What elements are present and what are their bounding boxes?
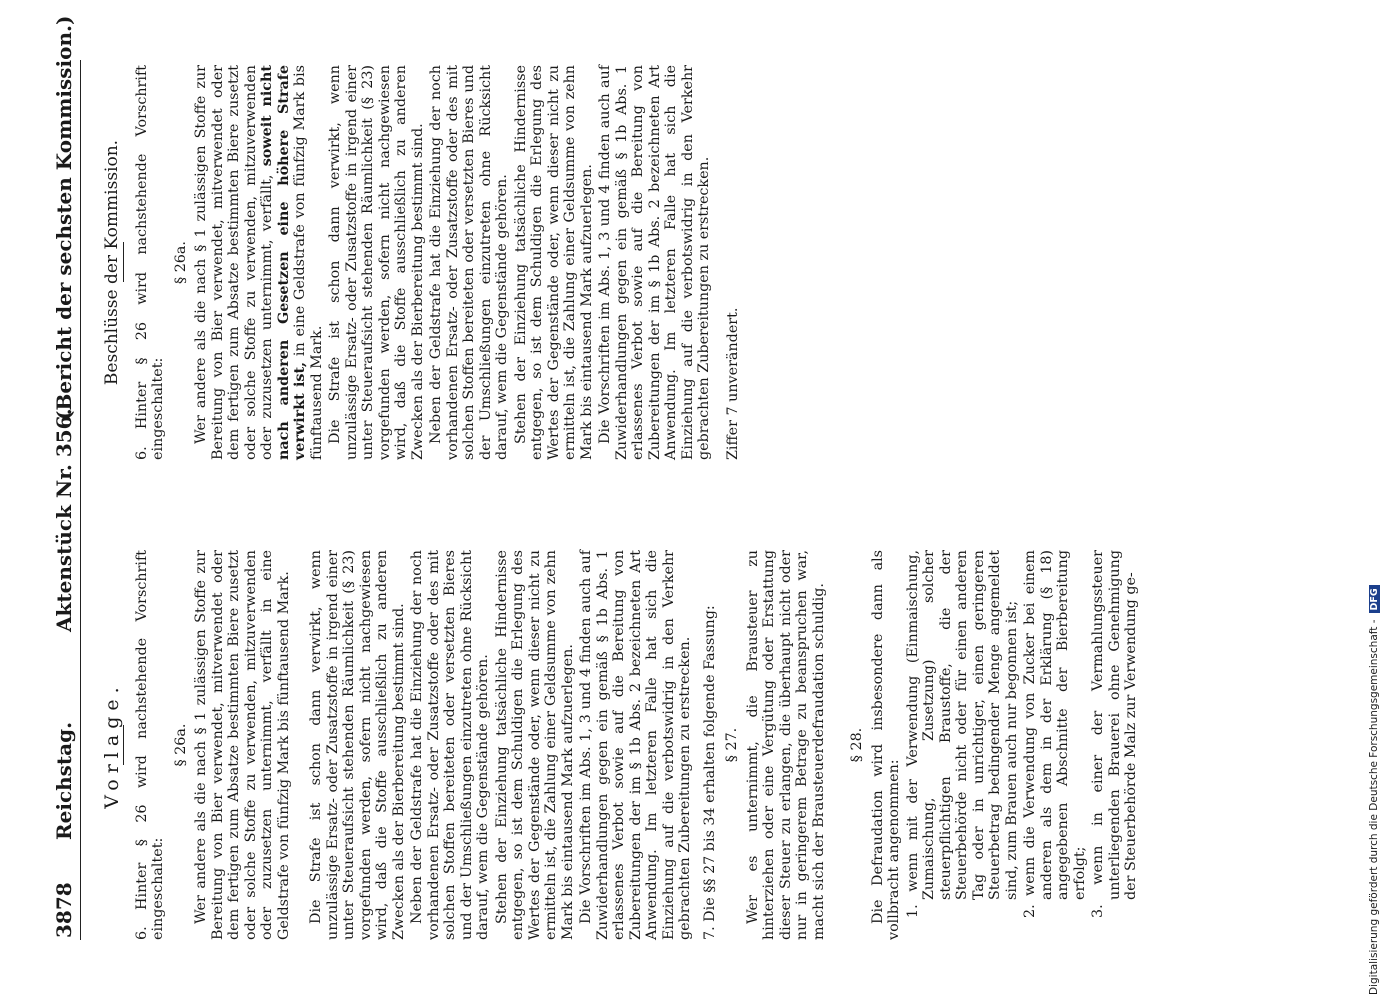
page-number: 3878 <box>52 882 76 938</box>
column-title: Beschlüsse der Kommission. <box>102 139 122 386</box>
paragraph: Die Vorschriften im Abs. 1, 3 und 4 finden auch auf Zuwiderhandlungen gegen ein gemäß § 1b Abs. 1 erlassenes Verbot sowie auf die Bereitung von Zubereitungen der im § 1b Abs. 2 bezeichneten Art Anwendung. Im letzteren Falle hat sich die Einziehung auf die verbotswidrig in den Verkehr gebrachten Zubereitungen zu erstrecken. <box>578 550 693 940</box>
section-28-heading: § 28. <box>849 727 865 763</box>
paragraph: Stehen der Einziehung tatsächliche Hindernisse entgegen, so ist dem Schuldigen die Erlegung des Wertes der Gegenstände oder, wenn dieser nicht zu ermitteln ist, die Zahlung einer Geldsumme von zehn Mark bis eintausend Mark aufzuerlegen. <box>493 550 576 940</box>
section-27-heading: § 27. <box>724 727 740 763</box>
digitization-credit <box>1368 5 1380 995</box>
paragraph: Wer andere als die nach § 1 zulässigen Stoffe zur Bereitung von Bier verwendet, mitverwendet oder dem fertigen zum Absatze bestimmten Biere zusetzt oder solche Stoffe zu verwenden, mitzuverwenden oder zuzusetzen unternimmt, verfällt in eine Geldstrafe von fünfzig Mark bis fünftausend Mark. <box>193 550 292 940</box>
header-rule <box>80 60 81 940</box>
paragraph: Die Strafe ist schon dann verwirkt, wenn unzulässige Ersatz- oder Zusatzstoffe in irgend einer unter Steueraufsicht stehenden Räumlichkeit (§ 23) vorgefunden werden, sofern nicht nachgewiesen wird, daß die Stoffe ausschließlich zu anderen Zwecken als der Bierbereitung bestimmt sind. <box>308 550 407 940</box>
dfg-logo: DFG <box>1369 585 1380 613</box>
paragraph: Neben der Geldstrafe hat die Einziehung der noch vorhandenen Ersatz- oder Zusatzstoffe oder des mit solchen Stoffen bereiteten oder versetzten Bieres und der Umschließungen einzutreten ohne Rücksicht darauf, wem die Gegenstände gehören. <box>428 65 510 460</box>
section-title: Reichstag. <box>52 721 76 840</box>
list-item: 1. wenn mit der Verwendung (Einmaischung, Zumaischung, Zusetzung) solcher steuerpflichtigen Braustoffe, die der Steuerbehörde nicht oder für einen anderen Tag oder in unrichtiger, einen geringeren Steuerbetrag bedingender Menge angemeldet sind, zum Brauen auch nur begonnen ist; <box>904 550 1020 918</box>
item-7-intro: 7. Die §§ 27 bis 34 erhalten folgende Fassung: <box>701 605 718 940</box>
paragraph: Neben der Geldstrafe hat die Einziehung der noch vorhandenen Ersatz- oder Zusatzstoffe oder des mit solchen Stoffen bereiteten oder versetzten Bieres und der Umschließungen einzutreten ohne Rücksicht darauf, wem die Gegenstände gehören. <box>409 550 491 940</box>
paragraph: Die Strafe ist schon dann verwirkt, wenn unzulässige Ersatz- oder Zusatzstoffe in irgend einer unter Steueraufsicht stehenden Räumlichkeit (§ 23) vorgefunden werden, sofern nicht nachgewiesen wird, daß die Stoffe ausschließlich zu anderen Zwecken als der Bierbereitung bestimmt sind. <box>327 65 426 460</box>
paragraph: Die Defraudation wird insbesondere dann als vollbracht angenommen: <box>869 550 902 940</box>
document-subtitle: (Bericht der sechsten Kommission.) <box>52 15 76 420</box>
credit-text: Digitalisierung gefördert durch die Deutsche Forschungsgemeinschaft - <box>1368 619 1380 995</box>
list-item: 2. wenn die Verwendung von Zucker bei einem anderen als dem in der Erklärung (§ 18) angegebenen Abschnitte der Bierbereitung erfolgt; <box>1022 550 1088 918</box>
paragraph-amended <box>193 65 325 460</box>
column-vorlage <box>100 550 1142 940</box>
paragraph-text: Wer andere als die nach § 1 zulässigen Stoffe zur Bereitung von Bier verwendet, mitverwendet oder dem fertigen zum Absatze bestimmten Biere zusetzt oder solche Stoffe zu verwenden, mitzuverwenden oder zuzusetzen unternimmt, verfällt, <box>193 65 275 460</box>
title-underline <box>123 243 124 283</box>
paragraph: Wer es unternimmt, die Brausteuer zu hinterziehen oder eine Vergütung oder Erstattung dieser Steuer zu erlangen, die überhaupt nicht oder nur in geringerem Betrage zu beanspruchen war, macht sich der Brausteuerdefraudation schuldig. <box>744 550 827 940</box>
paragraph-text: in eine Geldstrafe von fünfzig Mark bis fünftausend Mark. <box>292 65 325 460</box>
list-item: 3. wenn in einer der Vermahlungssteuer unterliegenden Brauerei ohne Genehmigung der Steuerbehörde Malz zur Verwendung ge- <box>1090 550 1139 918</box>
column-title: Vorlage. <box>101 681 123 809</box>
section-26a-heading: § 26a. <box>172 723 189 767</box>
item-6-intro: 6. Hinter § 26 wird nachstehende Vorschrift eingeschaltet: <box>133 65 166 460</box>
document-number: Aktenstück Nr. 356. <box>52 408 76 632</box>
item-7-note: Ziffer 7 unverändert. <box>724 307 741 460</box>
section-26a-heading: § 26a. <box>172 241 189 284</box>
item-6-intro: 6. Hinter § 26 wird nachstehende Vorschrift eingeschaltet: <box>133 550 166 940</box>
column-beschluesse <box>100 65 743 460</box>
inserted-amendment: soweit nicht nach anderen Gesetzen eine höhere Strafe verwirkt ist, <box>259 65 308 460</box>
paragraph: Stehen der Einziehung tatsächliche Hindernisse entgegen, so ist dem Schuldigen die Erlegung des Wertes der Gegenstände oder, wenn dieser nicht zu ermitteln ist, die Zahlung einer Geldsumme von zehn Mark bis eintausend Mark aufzuerlegen. <box>512 65 595 460</box>
paragraph: Die Vorschriften im Abs. 1, 3 und 4 finden auch auf Zuwiderhandlungen gegen ein gemäß § 1b Abs. 1 erlassenes Verbot sowie auf die Bereitung von Zubereitungen der im § 1b Abs. 2 bezeichneten Art Anwendung. Im letzteren Falle hat sich die Einziehung auf die verbotswidrig in den Verkehr gebrachten Zubereitungen zu erstrecken. <box>597 65 712 460</box>
